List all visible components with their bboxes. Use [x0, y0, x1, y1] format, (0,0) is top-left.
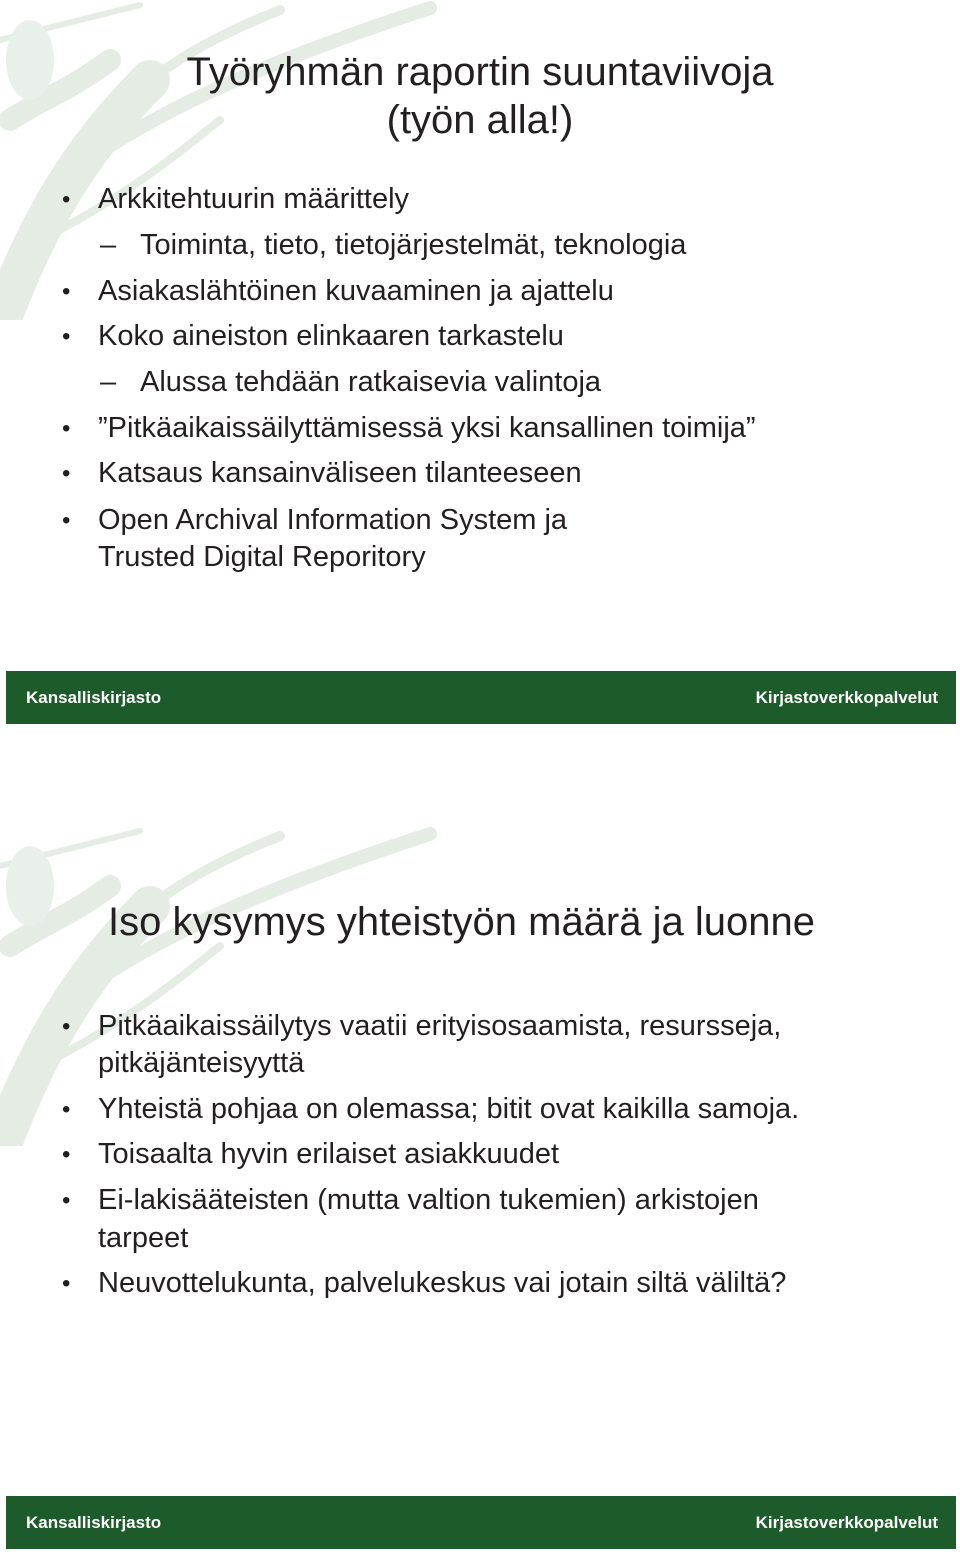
list-item-text: Pitkäaikaissäilytys vaatii erityisosaamista, resursseja,: [98, 1010, 782, 1042]
list-item-text: Neuvottelukunta, palvelukeskus vai jotain siltä väliltä?: [98, 1267, 787, 1299]
footer-bar: [6, 671, 956, 724]
dash-icon: –: [100, 366, 117, 398]
footer-logo-kirjastoverkkopalvelut: Kirjastoverkkopalvelut: [755, 1513, 938, 1532]
slide-title-line-1: Työryhmän raportin suuntaviivoja: [186, 50, 774, 94]
slide-2: [0, 826, 960, 1552]
list-item-text: Open Archival Information System ja: [98, 504, 568, 536]
bullet-icon: •: [62, 186, 71, 213]
list-item-text: tarpeet: [98, 1222, 189, 1254]
slide-title-line-2: (työn alla!): [386, 98, 574, 142]
bullet-icon: •: [62, 1270, 71, 1297]
list-item-text: ”Pitkäaikaissäilyttämisessä yksi kansallinen toimija”: [98, 412, 756, 444]
footer-bar: [6, 1496, 956, 1549]
tree-branch-decoration: [0, 0, 440, 320]
bullet-icon: •: [62, 1096, 71, 1123]
list-item-text: Katsaus kansainväliseen tilanteeseen: [98, 457, 582, 489]
bullet-icon: •: [62, 1013, 71, 1040]
list-item-text: Alussa tehdään ratkaisevia valintoja: [140, 366, 602, 398]
dash-icon: –: [100, 229, 117, 261]
bullet-icon: •: [62, 507, 71, 534]
bullet-icon: •: [62, 1141, 71, 1168]
list-item-text: Arkkitehtuurin määrittely: [98, 183, 410, 215]
list-item-text: Ei-lakisääteisten (mutta valtion tukemien) arkistojen: [98, 1184, 759, 1216]
slide-title: Iso kysymys yhteistyön määrä ja luonne: [108, 900, 815, 944]
footer-logo-kansalliskirjasto: Kansalliskirjasto: [26, 688, 162, 707]
list-item-text: Toiminta, tieto, tietojärjestelmät, teknologia: [140, 229, 687, 261]
bullet-icon: •: [62, 278, 71, 305]
list-item-text: pitkäjänteisyyttä: [98, 1047, 305, 1079]
footer-logo-kirjastoverkkopalvelut: Kirjastoverkkopalvelut: [755, 688, 938, 707]
footer-logo-kansalliskirjasto: Kansalliskirjasto: [26, 1513, 162, 1532]
bullet-icon: •: [62, 323, 71, 350]
list-item-text: Yhteistä pohjaa on olemassa; bitit ovat kaikilla samoja.: [98, 1093, 800, 1125]
list-item-text: Toisaalta hyvin erilaiset asiakkuudet: [98, 1138, 560, 1170]
list-item-text: Trusted Digital Reporitory: [98, 541, 426, 573]
bullet-icon: •: [62, 460, 71, 487]
bullet-icon: •: [62, 415, 71, 442]
list-item-text: Asiakaslähtöinen kuvaaminen ja ajattelu: [98, 275, 614, 307]
slide-1: [0, 0, 960, 726]
bullet-icon: •: [62, 1187, 71, 1214]
list-item-text: Koko aineiston elinkaaren tarkastelu: [98, 320, 564, 352]
